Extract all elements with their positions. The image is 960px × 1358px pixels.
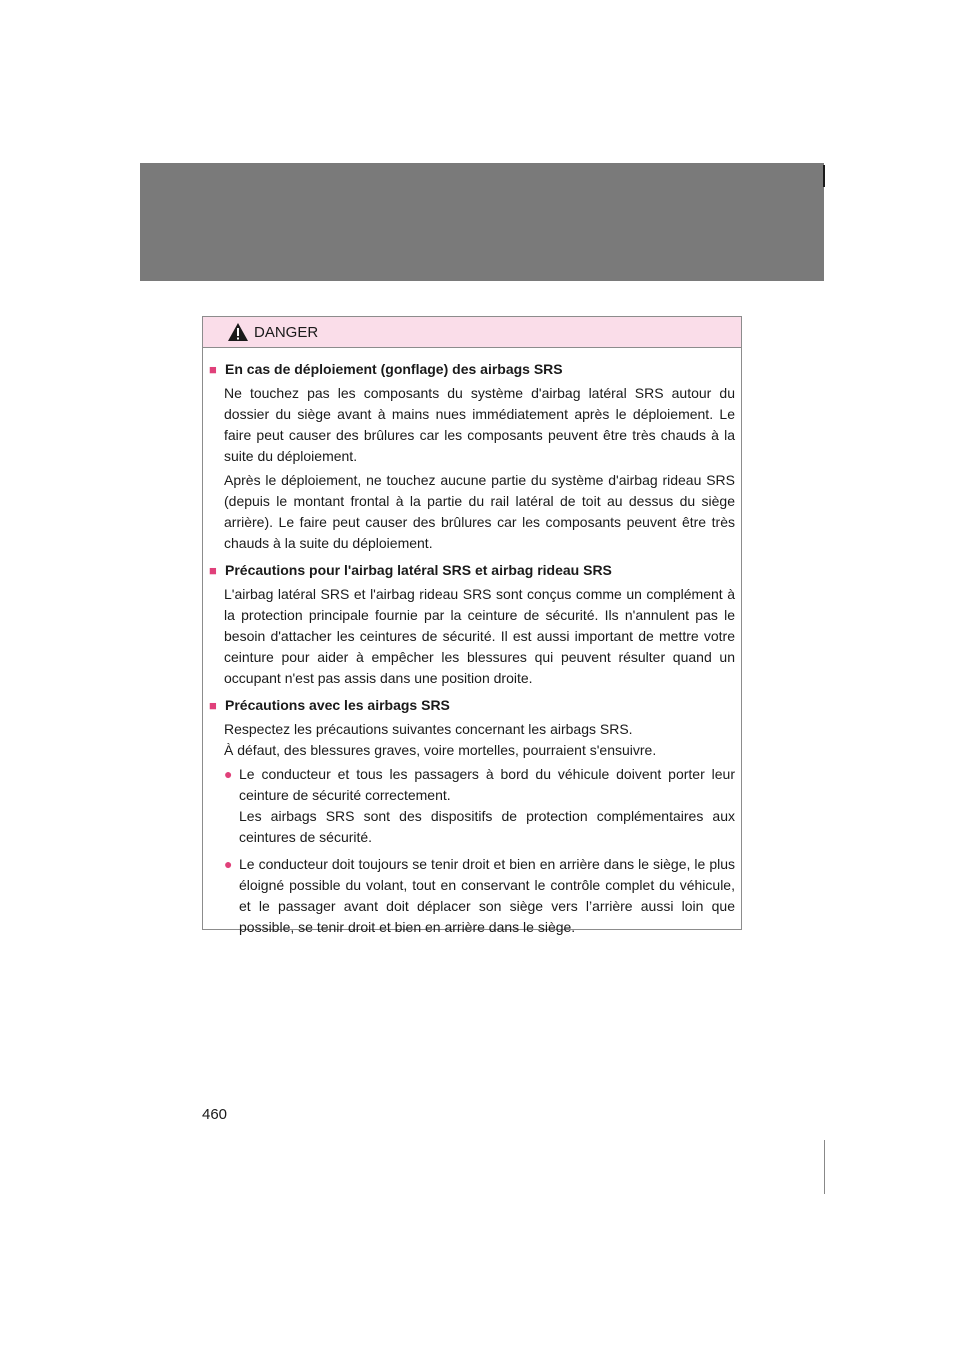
page-number: 460 — [202, 1106, 228, 1123]
paragraph: L'airbag latéral SRS et l'airbag rideau SRS sont conçus comme un complément à la protection principale fournie par la ceinture de sécurité. Ils n'annulent pas le besoin d'attacher les ceintures de sécurité. Il est aussi important de mettre votre ceinture pour aider à empêcher les blessures qui peuvent résulter quand un occupant n'est pas assis dans une position droite. — [224, 586, 735, 686]
danger-header — [203, 317, 741, 348]
list-item: ● Le conducteur doit toujours se tenir droit et bien en arrière dans le siège, le plus éloigné possible du volant, tout en conservant le contrôle complet du véhicule, et le passager avant doit déplacer son siège vers l’arrière aussi loin que possible, se tenir droit et bien en arrière dans le siège. — [209, 854, 735, 938]
danger-title: DANGER — [254, 323, 319, 341]
section-title: ■ Précautions pour l'airbag latéral SRS et airbag rideau SRS — [209, 560, 735, 581]
square-bullet-icon: ■ — [209, 698, 217, 713]
paragraph: Respectez les précautions suivantes concernant les airbags SRS. — [224, 721, 633, 737]
side-mark — [824, 1140, 825, 1194]
circle-bullet-icon: ● — [224, 856, 233, 872]
list-item: ● Le conducteur et tous les passagers à bord du véhicule doivent porter leur ceinture de sécurité correctement. Les airbags SRS sont des dispositifs de protection complémentaires aux ceintures de sécurité. — [209, 764, 735, 848]
paragraph: Ne touchez pas les composants du système d'airbag latéral SRS autour du dossier du siège avant à mains nues immédiatement après le déploiement. Le faire peut causer des brûlures car les composants peuvent être très chauds à la suite du déploiement. — [224, 385, 735, 464]
square-bullet-icon: ■ — [209, 362, 217, 377]
corner-mark — [823, 165, 825, 187]
section-title: ■ Précautions avec les airbags SRS — [209, 695, 735, 716]
warning-triangle-icon — [227, 322, 249, 342]
paragraph: À défaut, des blessures graves, voire mortelles, pourraient s'ensuivre. — [224, 742, 657, 758]
header-band — [140, 163, 824, 281]
paragraph: Après le déploiement, ne touchez aucune partie du système d'airbag rideau SRS (depuis le montant frontal à la partie du rail latéral de toit au dessus du siège arrière). Le faire peut causer des brûlures car les composants peuvent être très chauds à la suite du déploiement. — [224, 472, 735, 551]
section-title: ■ En cas de déploiement (gonflage) des airbags SRS — [209, 359, 735, 380]
square-bullet-icon: ■ — [209, 563, 217, 578]
circle-bullet-icon: ● — [224, 766, 233, 782]
danger-box — [202, 316, 742, 935]
danger-body — [203, 348, 741, 938]
